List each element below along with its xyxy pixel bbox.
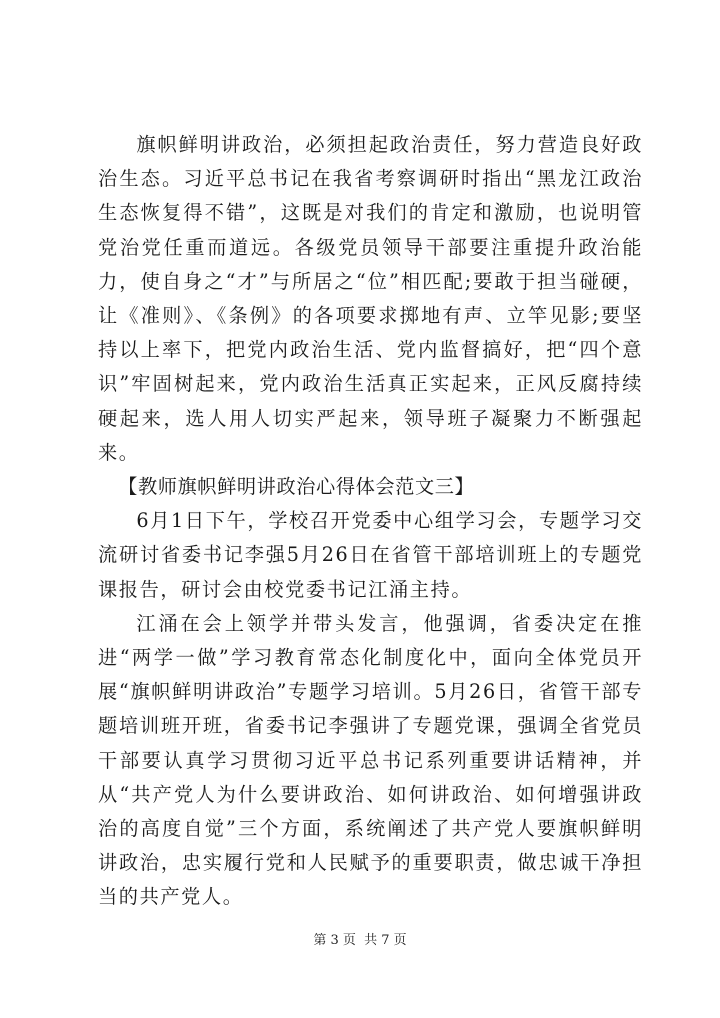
section-heading: 【教师旗帜鲜明讲政治心得体会范文三】 — [118, 475, 475, 499]
paragraph-jiang-yong-speech: 江涌在会上领学并带头发言，他强调，省委决定在推进“两学一做”学习教育常态化制度化中，面向全体党员开展“旗帜鲜明讲政治”专题学习培训。5月26日，省管干部专题培训班开班，省委书记李强讲了专题党课，强调全省党员干部要认真学习贯彻习近平总书记系列重要讲话精神，并从“共产党人为什么要讲政治、如何讲政治、如何增强讲政治的高度自觉”三个方面，系统阐述了共产党人要旗帜鲜明讲政治，忠实履行党和人民赋予的重要职责，做忠诚干净担当的共产党人。 — [98, 611, 643, 909]
page-number-label: 第 3 页 共 7 页 — [313, 933, 407, 948]
page-footer — [0, 932, 720, 950]
paragraph-political-ecology: 旗帜鲜明讲政治，必须担起政治责任，努力营造良好政治生态。习近平总书记在我省考察调研时指出“黑龙江政治生态恢复得不错”，这既是对我们的肯定和激励，也说明管党治党任重而道远。各级党员领导干部要注重提升政治能力，使自身之“才”与所居之“位”相匹配;要敢于担当碰硬，让《准则》、《条例》的各项要求掷地有声、立竿见影;要坚持以上率下，把党内政治生活、党内监督搞好，把“四个意识”牢固树起来，党内政治生活真正实起来，正风反腐持续硬起来，选人用人切实严起来，领导班子凝聚力不断强起来。 — [98, 133, 643, 464]
document-body — [98, 128, 643, 915]
paragraph-study-meeting: 6月1日下午，学校召开党委中心组学习会，专题学习交流研讨省委书记李强5月26日在省管干部培训班上的专题党课报告，研讨会由校党委书记江涌主持。 — [98, 509, 643, 601]
